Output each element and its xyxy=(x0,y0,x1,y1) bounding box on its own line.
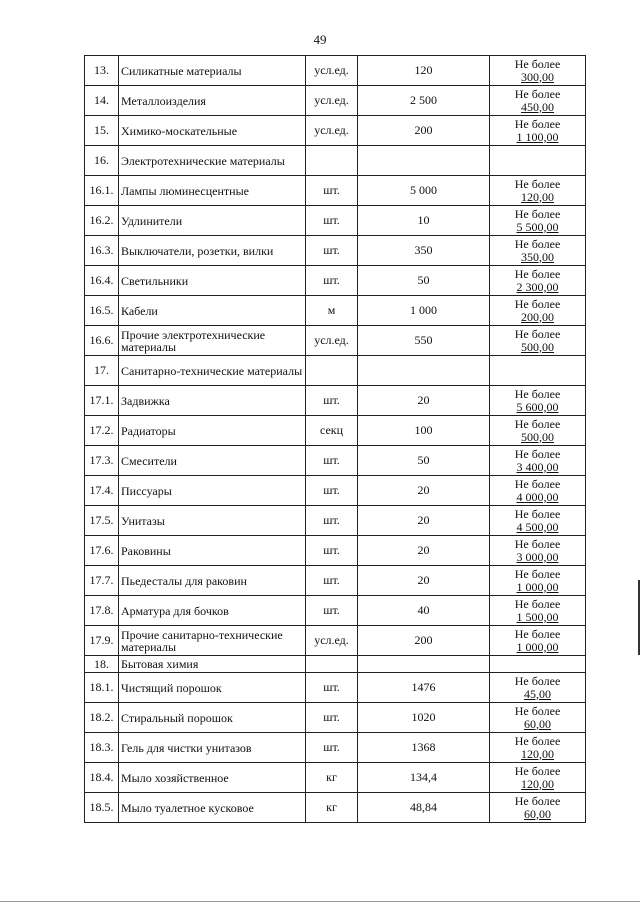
unit-cell: секц xyxy=(306,416,358,446)
unit-cell xyxy=(306,146,358,176)
price-value: 4 000,00 xyxy=(516,489,559,504)
unit-cell xyxy=(306,356,358,386)
row-number-cell: 16. xyxy=(85,146,119,176)
max-price-cell xyxy=(490,793,586,823)
item-name-cell: Металлоизделия xyxy=(119,86,306,116)
table-row xyxy=(85,266,586,296)
table-row xyxy=(85,146,586,176)
unit-cell: усл.ед. xyxy=(306,116,358,146)
max-price-cell xyxy=(490,476,586,506)
unit-cell: шт. xyxy=(306,386,358,416)
table-row xyxy=(85,763,586,793)
item-name-cell: Задвижка xyxy=(119,386,306,416)
quantity-cell: 2 500 xyxy=(358,86,490,116)
price-limit-label: Не более xyxy=(514,86,561,101)
price-value: 1 000,00 xyxy=(516,579,559,594)
max-price-cell xyxy=(490,206,586,236)
table-row xyxy=(85,626,586,656)
row-number-cell: 14. xyxy=(85,86,119,116)
max-price-cell xyxy=(490,446,586,476)
price-limit-label: Не более xyxy=(514,626,561,641)
price-limit-label: Не более xyxy=(514,596,561,611)
table-row xyxy=(85,356,586,386)
row-number-cell: 13. xyxy=(85,56,119,86)
table-row xyxy=(85,86,586,116)
item-name-cell: Мыло хозяйственное xyxy=(119,763,306,793)
unit-cell: шт. xyxy=(306,206,358,236)
page-number: 49 xyxy=(313,32,327,47)
unit-cell: шт. xyxy=(306,596,358,626)
quantity-cell: 1476 xyxy=(358,673,490,703)
price-limit-label: Не более xyxy=(514,703,561,718)
max-price-cell xyxy=(490,566,586,596)
item-name-cell: Выключатели, розетки, вилки xyxy=(119,236,306,266)
max-price-cell xyxy=(490,146,586,176)
unit-cell: шт. xyxy=(306,446,358,476)
max-price-cell xyxy=(490,296,586,326)
quantity-cell: 1020 xyxy=(358,703,490,733)
quantity-cell: 50 xyxy=(358,446,490,476)
table-row xyxy=(85,386,586,416)
max-price-cell xyxy=(490,703,586,733)
unit-cell: шт. xyxy=(306,733,358,763)
quantity-cell: 1368 xyxy=(358,733,490,763)
unit-cell: шт. xyxy=(306,236,358,266)
max-price-cell xyxy=(490,506,586,536)
row-number-cell: 18.5. xyxy=(85,793,119,823)
unit-cell xyxy=(306,656,358,673)
max-price-cell xyxy=(490,116,586,146)
max-price-cell xyxy=(490,416,586,446)
item-name-cell: Светильники xyxy=(119,266,306,296)
price-value: 2 300,00 xyxy=(516,279,559,294)
table-row xyxy=(85,206,586,236)
price-limit-label: Не более xyxy=(514,326,561,341)
table-row xyxy=(85,446,586,476)
item-name-cell: Удлинители xyxy=(119,206,306,236)
table-row xyxy=(85,596,586,626)
table-row xyxy=(85,116,586,146)
price-limit-label: Не более xyxy=(514,266,561,281)
table-row xyxy=(85,733,586,763)
quantity-cell: 20 xyxy=(358,386,490,416)
item-name-cell: Прочие электротехнические материалы xyxy=(119,326,306,356)
item-name-cell: Электротехнические материалы xyxy=(119,146,306,176)
item-name-cell: Стиральный порошок xyxy=(119,703,306,733)
item-name-cell: Кабели xyxy=(119,296,306,326)
row-number-cell: 16.3. xyxy=(85,236,119,266)
price-limit-label: Не более xyxy=(514,236,561,251)
price-limit-label: Не более xyxy=(514,536,561,551)
quantity-cell: 5 000 xyxy=(358,176,490,206)
price-limit-label: Не более xyxy=(514,116,561,131)
table-row xyxy=(85,236,586,266)
quantity-cell: 120 xyxy=(358,56,490,86)
row-number-cell: 16.6. xyxy=(85,326,119,356)
unit-cell: шт. xyxy=(306,266,358,296)
table-row xyxy=(85,326,586,356)
price-value: 60,00 xyxy=(524,716,551,731)
quantity-cell: 50 xyxy=(358,266,490,296)
price-value: 500,00 xyxy=(521,429,554,444)
item-name-cell: Санитарно-технические материалы xyxy=(119,356,306,386)
row-number-cell: 17.9. xyxy=(85,626,119,656)
max-price-cell xyxy=(490,56,586,86)
row-number-cell: 17. xyxy=(85,356,119,386)
table-row xyxy=(85,566,586,596)
max-price-cell xyxy=(490,326,586,356)
price-value: 3 000,00 xyxy=(516,549,559,564)
item-name-cell: Радиаторы xyxy=(119,416,306,446)
table-row xyxy=(85,476,586,506)
item-name-cell: Смесители xyxy=(119,446,306,476)
price-limit-label: Не более xyxy=(514,673,561,688)
item-name-cell: Лампы люминесцентные xyxy=(119,176,306,206)
max-price-cell xyxy=(490,86,586,116)
quantity-cell xyxy=(358,656,490,673)
quantity-cell: 20 xyxy=(358,566,490,596)
unit-cell: шт. xyxy=(306,673,358,703)
price-limit-label: Не более xyxy=(514,416,561,431)
row-number-cell: 18.3. xyxy=(85,733,119,763)
price-value: 120,00 xyxy=(521,189,554,204)
row-number-cell: 17.3. xyxy=(85,446,119,476)
quantity-cell: 200 xyxy=(358,626,490,656)
unit-cell: шт. xyxy=(306,566,358,596)
row-number-cell: 18. xyxy=(85,656,119,673)
price-limit-label: Не более xyxy=(514,763,561,778)
price-limit-label: Не более xyxy=(514,566,561,581)
price-value: 5 500,00 xyxy=(516,219,559,234)
materials-price-table xyxy=(84,55,586,823)
row-number-cell: 17.8. xyxy=(85,596,119,626)
table-row xyxy=(85,176,586,206)
item-name-cell: Арматура для бочков xyxy=(119,596,306,626)
unit-cell: шт. xyxy=(306,506,358,536)
item-name-cell: Раковины xyxy=(119,536,306,566)
max-price-cell xyxy=(490,176,586,206)
scan-bottom-line xyxy=(0,901,640,902)
item-name-cell: Химико-москательные xyxy=(119,116,306,146)
price-limit-label: Не более xyxy=(514,733,561,748)
price-limit-label: Не более xyxy=(514,296,561,311)
price-value: 3 400,00 xyxy=(516,459,559,474)
item-name-cell: Пьедесталы для раковин xyxy=(119,566,306,596)
quantity-cell: 550 xyxy=(358,326,490,356)
price-value: 1 100,00 xyxy=(516,129,559,144)
quantity-cell: 134,4 xyxy=(358,763,490,793)
unit-cell: усл.ед. xyxy=(306,326,358,356)
max-price-cell xyxy=(490,356,586,386)
max-price-cell xyxy=(490,596,586,626)
table-body xyxy=(85,56,586,823)
row-number-cell: 18.4. xyxy=(85,763,119,793)
max-price-cell xyxy=(490,386,586,416)
quantity-cell xyxy=(358,146,490,176)
item-name-cell: Гель для чистки унитазов xyxy=(119,733,306,763)
quantity-cell: 200 xyxy=(358,116,490,146)
unit-cell: усл.ед. xyxy=(306,86,358,116)
table-row xyxy=(85,703,586,733)
max-price-cell xyxy=(490,626,586,656)
row-number-cell: 16.4. xyxy=(85,266,119,296)
table-row xyxy=(85,56,586,86)
price-value: 1 000,00 xyxy=(516,639,559,654)
price-limit-label: Не более xyxy=(514,446,561,461)
price-value: 1 500,00 xyxy=(516,609,559,624)
quantity-cell: 20 xyxy=(358,476,490,506)
unit-cell: м xyxy=(306,296,358,326)
item-name-cell: Писсуары xyxy=(119,476,306,506)
max-price-cell xyxy=(490,763,586,793)
max-price-cell xyxy=(490,266,586,296)
row-number-cell: 16.1. xyxy=(85,176,119,206)
quantity-cell: 1 000 xyxy=(358,296,490,326)
row-number-cell: 17.4. xyxy=(85,476,119,506)
price-limit-label: Не более xyxy=(514,793,561,808)
price-value: 45,00 xyxy=(524,686,551,701)
price-limit-label: Не более xyxy=(514,386,561,401)
table-row xyxy=(85,296,586,326)
table-row xyxy=(85,673,586,703)
quantity-cell: 20 xyxy=(358,506,490,536)
quantity-cell: 100 xyxy=(358,416,490,446)
quantity-cell: 10 xyxy=(358,206,490,236)
table-row xyxy=(85,416,586,446)
price-value: 5 600,00 xyxy=(516,399,559,414)
unit-cell: шт. xyxy=(306,176,358,206)
price-value: 500,00 xyxy=(521,339,554,354)
table-row xyxy=(85,536,586,566)
price-limit-label: Не более xyxy=(514,176,561,191)
max-price-cell xyxy=(490,656,586,673)
max-price-cell xyxy=(490,536,586,566)
row-number-cell: 17.1. xyxy=(85,386,119,416)
row-number-cell: 18.2. xyxy=(85,703,119,733)
quantity-cell: 350 xyxy=(358,236,490,266)
unit-cell: кг xyxy=(306,793,358,823)
unit-cell: шт. xyxy=(306,476,358,506)
row-number-cell: 17.6. xyxy=(85,536,119,566)
table-row xyxy=(85,793,586,823)
price-limit-label: Не более xyxy=(514,476,561,491)
price-value: 120,00 xyxy=(521,776,554,791)
row-number-cell: 15. xyxy=(85,116,119,146)
max-price-cell xyxy=(490,733,586,763)
quantity-cell xyxy=(358,356,490,386)
item-name-cell: Прочие санитарно-технические материалы xyxy=(119,626,306,656)
max-price-cell xyxy=(490,673,586,703)
table-row xyxy=(85,656,586,673)
item-name-cell: Мыло туалетное кусковое xyxy=(119,793,306,823)
price-value: 350,00 xyxy=(521,249,554,264)
row-number-cell: 17.2. xyxy=(85,416,119,446)
item-name-cell: Бытовая химия xyxy=(119,656,306,673)
quantity-cell: 40 xyxy=(358,596,490,626)
max-price-cell xyxy=(490,236,586,266)
price-value: 4 500,00 xyxy=(516,519,559,534)
unit-cell: усл.ед. xyxy=(306,56,358,86)
price-value: 120,00 xyxy=(521,746,554,761)
unit-cell: шт. xyxy=(306,536,358,566)
row-number-cell: 17.7. xyxy=(85,566,119,596)
price-limit-label: Не более xyxy=(514,506,561,521)
row-number-cell: 17.5. xyxy=(85,506,119,536)
unit-cell: шт. xyxy=(306,703,358,733)
quantity-cell: 20 xyxy=(358,536,490,566)
unit-cell: кг xyxy=(306,763,358,793)
quantity-cell: 48,84 xyxy=(358,793,490,823)
price-value: 300,00 xyxy=(521,69,554,84)
price-limit-label: Не более xyxy=(514,206,561,221)
unit-cell: усл.ед. xyxy=(306,626,358,656)
item-name-cell: Силикатные материалы xyxy=(119,56,306,86)
item-name-cell: Унитазы xyxy=(119,506,306,536)
row-number-cell: 16.2. xyxy=(85,206,119,236)
row-number-cell: 16.5. xyxy=(85,296,119,326)
row-number-cell: 18.1. xyxy=(85,673,119,703)
item-name-cell: Чистящий порошок xyxy=(119,673,306,703)
price-value: 60,00 xyxy=(524,806,551,821)
price-value: 200,00 xyxy=(521,309,554,324)
price-value: 450,00 xyxy=(521,99,554,114)
table-row xyxy=(85,506,586,536)
price-limit-label: Не более xyxy=(514,56,561,71)
